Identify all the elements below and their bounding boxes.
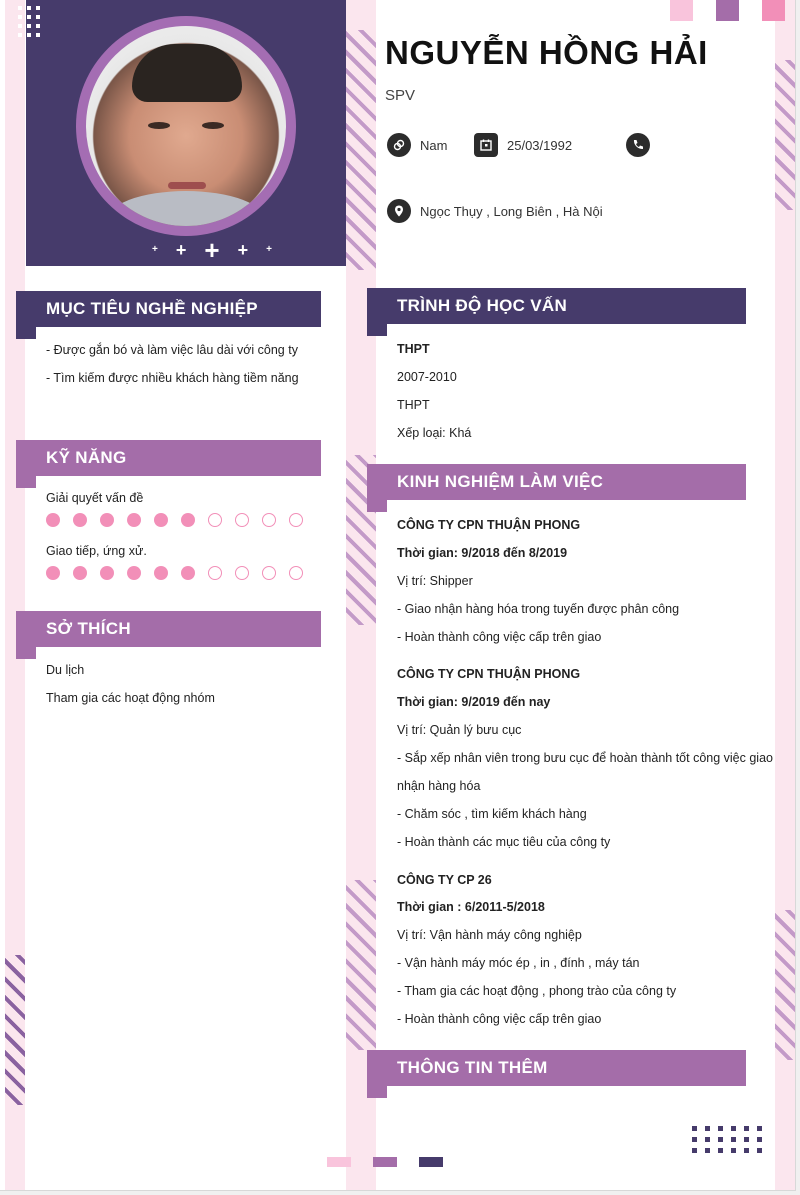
objective-heading: MỤC TIÊU NGHỀ NGHIỆP bbox=[16, 291, 321, 327]
skill-dot-filled bbox=[127, 566, 141, 580]
skill-dot-empty bbox=[235, 513, 249, 527]
skill-name: Giao tiếp, ứng xử. bbox=[46, 544, 147, 558]
gender-value: Nam bbox=[420, 137, 448, 153]
job-time: Thời gian : 6/2011-5/2018 bbox=[397, 900, 545, 914]
hatch-decoration bbox=[5, 955, 25, 1105]
education-school: THPT bbox=[397, 342, 430, 356]
address-value: Ngọc Thụy , Long Biên , Hà Nội bbox=[420, 203, 603, 219]
birthday-value: 25/03/1992 bbox=[507, 137, 573, 153]
job-role: Vị trí: Vận hành máy công nghiệp bbox=[397, 928, 582, 942]
dots-decoration bbox=[18, 6, 40, 37]
full-name: NGUYỄN HỒNG HẢI bbox=[385, 34, 708, 71]
skill-dot-empty bbox=[262, 513, 276, 527]
skill-rating bbox=[46, 566, 303, 580]
color-swatch bbox=[670, 0, 693, 21]
job-company: CÔNG TY CPN THUẬN PHONG bbox=[397, 667, 581, 681]
skill-dot-filled bbox=[73, 513, 87, 527]
education-grade: Xếp loại: Khá bbox=[397, 426, 472, 440]
job-duty: - Hoàn thành các mục tiêu của công ty bbox=[397, 835, 611, 849]
dots-decoration bbox=[692, 1126, 762, 1153]
gender-icon bbox=[387, 133, 411, 157]
education-heading: TRÌNH ĐỘ HỌC VẤN bbox=[367, 288, 746, 324]
job-position: SPV bbox=[385, 87, 416, 104]
hobby-item: Du lịch bbox=[46, 663, 85, 677]
skill-dot-filled bbox=[46, 566, 60, 580]
skills-heading: KỸ NĂNG bbox=[16, 440, 321, 476]
profile-header bbox=[26, 0, 346, 266]
color-swatch bbox=[419, 1157, 443, 1167]
skill-dot-empty bbox=[289, 566, 303, 580]
education-period: 2007-2010 bbox=[397, 370, 457, 384]
job-company: CÔNG TY CP 26 bbox=[397, 873, 492, 887]
skill-dot-filled bbox=[127, 513, 141, 527]
job-duty: - Giao nhận hàng hóa trong tuyến được phân công bbox=[397, 602, 680, 616]
skill-dot-empty bbox=[208, 513, 222, 527]
address-row bbox=[387, 199, 603, 223]
avatar bbox=[76, 16, 296, 236]
job-company: CÔNG TY CPN THUẬN PHONG bbox=[397, 518, 581, 532]
hobby-item: Tham gia các hoạt động nhóm bbox=[46, 691, 215, 705]
birthday-row bbox=[474, 133, 572, 157]
color-swatch bbox=[716, 0, 739, 21]
skill-dot-empty bbox=[289, 513, 303, 527]
skill-dot-empty bbox=[262, 566, 276, 580]
hobbies-heading: SỞ THÍCH bbox=[16, 611, 321, 647]
job-duty: nhận hàng hóa bbox=[397, 779, 481, 793]
job-duty: - Tham gia các hoạt động , phong trào của công ty bbox=[397, 984, 677, 998]
job-duty: - Vận hành máy móc ép , in , đính , máy tán bbox=[397, 956, 640, 970]
job-duty: - Chăm sóc , tìm kiếm khách hàng bbox=[397, 807, 587, 821]
color-swatch bbox=[762, 0, 785, 21]
plus-decoration: + + + + + bbox=[152, 235, 272, 265]
job-role: Vị trí: Shipper bbox=[397, 574, 473, 588]
job-time: Thời gian: 9/2019 đến nay bbox=[397, 695, 551, 709]
hatch-decoration bbox=[346, 880, 376, 1050]
skill-dot-filled bbox=[181, 513, 195, 527]
hatch-decoration bbox=[346, 30, 376, 270]
color-swatch bbox=[327, 1157, 351, 1167]
job-role: Vị trí: Quản lý bưu cục bbox=[397, 723, 522, 737]
skill-dot-empty bbox=[235, 566, 249, 580]
color-swatch bbox=[373, 1157, 397, 1167]
skill-name: Giải quyết vấn đề bbox=[46, 491, 144, 505]
objective-line: - Được gắn bó và làm việc lâu dài với công ty bbox=[46, 343, 298, 357]
extra-info-heading: THÔNG TIN THÊM bbox=[367, 1050, 746, 1086]
location-icon bbox=[387, 199, 411, 223]
skill-dot-filled bbox=[154, 513, 168, 527]
education-major: THPT bbox=[397, 398, 430, 412]
hatch-decoration bbox=[775, 910, 795, 1060]
objective-line: - Tìm kiếm được nhiều khách hàng tiềm năng bbox=[46, 371, 299, 385]
hatch-decoration bbox=[775, 60, 795, 210]
skill-dot-filled bbox=[154, 566, 168, 580]
phone-row bbox=[626, 133, 659, 157]
skill-dot-filled bbox=[46, 513, 60, 527]
skill-dot-filled bbox=[181, 566, 195, 580]
job-duty: - Sắp xếp nhân viên trong bưu cục để hoàn thành tốt công việc giao bbox=[397, 751, 773, 765]
phone-icon bbox=[626, 133, 650, 157]
job-time: Thời gian: 9/2018 đến 8/2019 bbox=[397, 546, 568, 560]
skill-rating bbox=[46, 513, 303, 527]
job-duty: - Hoàn thành công việc cấp trên giao bbox=[397, 630, 602, 644]
calendar-icon bbox=[474, 133, 498, 157]
profile-photo bbox=[86, 26, 286, 226]
skill-dot-empty bbox=[208, 566, 222, 580]
skill-dot-filled bbox=[100, 566, 114, 580]
gender-row bbox=[387, 133, 447, 157]
skill-dot-filled bbox=[73, 566, 87, 580]
skill-dot-filled bbox=[100, 513, 114, 527]
experience-heading: KINH NGHIỆM LÀM VIỆC bbox=[367, 464, 746, 500]
job-duty: - Hoàn thành công việc cấp trên giao bbox=[397, 1012, 602, 1026]
